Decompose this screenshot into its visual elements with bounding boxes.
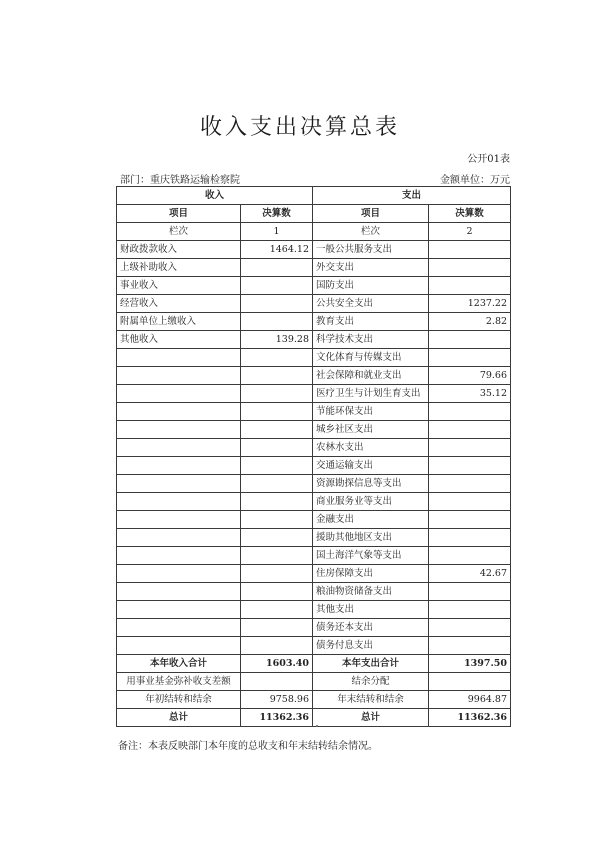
income-amount [241,421,313,439]
income-amount [241,601,313,619]
income-amount [241,583,313,601]
table-row [117,529,511,547]
income-item [117,457,241,475]
fund-label: 用事业基金弥补收支差额 [117,673,241,691]
expense-amount [429,457,511,475]
expense-amount [429,259,511,277]
expense-item: 资源勘探信息等支出 [313,475,429,493]
grand-total-income-label: 总计 [117,709,241,727]
income-amount-header: 决算数 [241,205,313,223]
expense-amount [429,403,511,421]
section-header-row [117,187,511,205]
table-row [117,439,511,457]
income-item [117,403,241,421]
table-row [117,295,511,313]
expense-item: 债务付息支出 [313,637,429,655]
grand-total-expense-label: 总计 [313,709,429,727]
expense-amount [429,331,511,349]
income-item [117,349,241,367]
expense-item: 节能环保支出 [313,403,429,421]
fund-value [241,673,313,691]
expense-item: 国防支出 [313,277,429,295]
expense-item: 公共安全支出 [313,295,429,313]
income-amount [241,493,313,511]
section-income-header: 收入 [117,187,313,205]
expense-amount [429,349,511,367]
expense-item: 医疗卫生与计划生育支出 [313,385,429,403]
income-amount [241,295,313,313]
grand-total-income-value: 11362.36 [241,709,313,727]
expense-amount [429,547,511,565]
fund-row [117,673,511,691]
income-item: 经营收入 [117,295,241,313]
income-amount: 139.28 [241,331,313,349]
begin-balance-label: 年初结转和结余 [117,691,241,709]
unit-label: 金额单位：万元 [440,175,510,186]
table-row [117,565,511,583]
income-item [117,601,241,619]
income-item: 附属单位上缴收入 [117,313,241,331]
table-row [117,385,511,403]
income-item [117,529,241,547]
table-row [117,619,511,637]
income-amount [241,439,313,457]
expense-item: 其他支出 [313,601,429,619]
table-row [117,313,511,331]
balance-row [117,691,511,709]
expense-amount: 35.12 [429,385,511,403]
table-row [117,259,511,277]
income-item [117,439,241,457]
table-row [117,241,511,259]
table-row [117,403,511,421]
expense-item: 外交支出 [313,259,429,277]
expense-item: 交通运输支出 [313,457,429,475]
income-item [117,475,241,493]
distribution-value [429,673,511,691]
table-row [117,511,511,529]
expense-item: 国土海洋气象等支出 [313,547,429,565]
income-amount [241,511,313,529]
income-item [117,367,241,385]
expense-item: 援助其他地区支出 [313,529,429,547]
end-balance-label: 年末结转和结余 [313,691,429,709]
table-row [117,583,511,601]
expense-amount [429,421,511,439]
income-item [117,547,241,565]
income-amount [241,565,313,583]
income-amount [241,277,313,295]
expense-item: 商业服务业等支出 [313,493,429,511]
income-amount: 1464.12 [241,241,313,259]
table-row [117,457,511,475]
budget-summary-table [116,186,511,727]
income-item [117,493,241,511]
income-amount [241,403,313,421]
distribution-label: 结余分配 [313,673,429,691]
expense-item: 文化体育与传媒支出 [313,349,429,367]
income-item [117,421,241,439]
expense-item: 住房保障支出 [313,565,429,583]
income-index-label: 栏次 [117,223,241,241]
income-item [117,619,241,637]
expense-amount [429,277,511,295]
column-header-row [117,205,511,223]
page-title: 收入支出决算总表 [199,115,400,140]
income-total-value: 1603.40 [241,655,313,673]
table-row [117,493,511,511]
department-label: 部门：重庆铁路运输检察院 [120,175,240,186]
income-amount [241,367,313,385]
expense-amount [429,637,511,655]
table-row [117,601,511,619]
annual-total-row [117,655,511,673]
expense-amount: 42.67 [429,565,511,583]
expense-amount [429,529,511,547]
table-row [117,637,511,655]
table-row [117,475,511,493]
income-item-header: 项目 [117,205,241,223]
expense-item: 城乡社区支出 [313,421,429,439]
income-amount [241,313,313,331]
expense-amount [429,583,511,601]
expense-amount: 79.66 [429,367,511,385]
expense-total-value: 1397.50 [429,655,511,673]
form-code: 公开01表 [467,154,510,165]
income-item [117,385,241,403]
income-amount [241,475,313,493]
expense-item: 债务还本支出 [313,619,429,637]
table-row [117,367,511,385]
income-item: 事业收入 [117,277,241,295]
grand-total-row [117,709,511,727]
income-amount [241,259,313,277]
expense-amount [429,619,511,637]
expense-amount [429,601,511,619]
expense-item: 粮油物资储备支出 [313,583,429,601]
income-amount [241,385,313,403]
table-row [117,331,511,349]
expense-amount [429,511,511,529]
grand-total-expense-value: 11362.36 [429,709,511,727]
income-item [117,583,241,601]
expense-amount: 1237.22 [429,295,511,313]
income-amount [241,637,313,655]
income-amount [241,619,313,637]
income-item: 财政拨款收入 [117,241,241,259]
begin-balance-value: 9758.96 [241,691,313,709]
income-index-value: 1 [241,223,313,241]
expense-index-label: 栏次 [313,223,429,241]
income-amount [241,529,313,547]
expense-index-value: 2 [429,223,511,241]
income-item [117,511,241,529]
expense-item: 教育支出 [313,313,429,331]
expense-amount [429,439,511,457]
income-item [117,637,241,655]
table-row [117,547,511,565]
income-item: 上级补助收入 [117,259,241,277]
footnote: 备注：本表反映部门本年度的总收支和年末结转结余情况。 [118,741,378,752]
expense-amount [429,475,511,493]
expense-item: 一般公共服务支出 [313,241,429,259]
expense-item: 农林水支出 [313,439,429,457]
table-row [117,277,511,295]
expense-total-label: 本年支出合计 [313,655,429,673]
income-total-label: 本年收入合计 [117,655,241,673]
expense-amount-header: 决算数 [429,205,511,223]
expense-item: 金融支出 [313,511,429,529]
income-item [117,565,241,583]
expense-amount [429,241,511,259]
end-balance-value: 9964.87 [429,691,511,709]
section-expense-header: 支出 [313,187,511,205]
expense-amount: 2.82 [429,313,511,331]
expense-amount [429,493,511,511]
expense-item: 社会保障和就业支出 [313,367,429,385]
income-item: 其他收入 [117,331,241,349]
expense-item: 科学技术支出 [313,331,429,349]
table-row [117,349,511,367]
table-row [117,421,511,439]
expense-item-header: 项目 [313,205,429,223]
column-index-row [117,223,511,241]
income-amount [241,349,313,367]
income-amount [241,457,313,475]
income-amount [241,547,313,565]
scan-speck [316,725,318,727]
